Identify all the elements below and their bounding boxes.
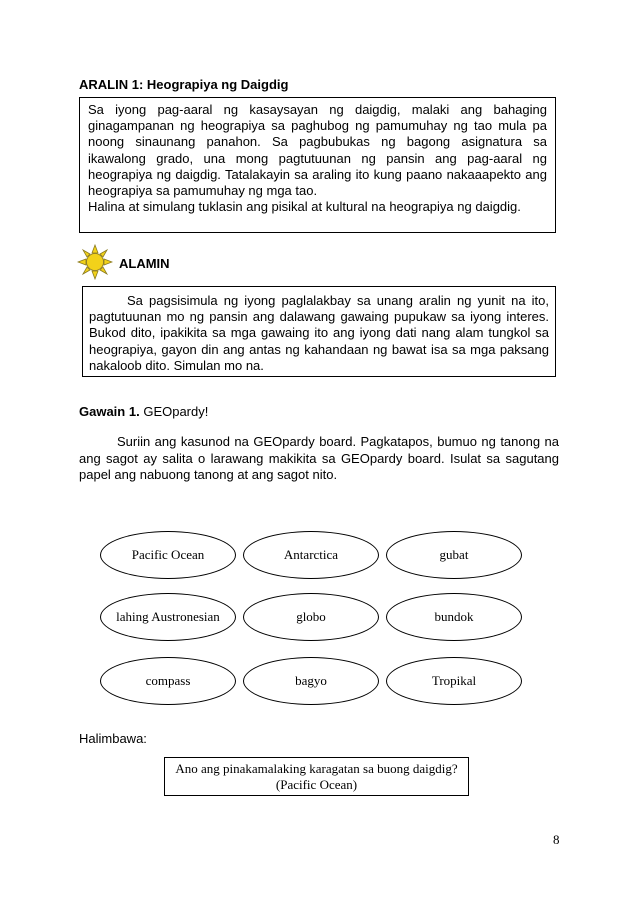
board-cell-bagyo: bagyo [243, 657, 379, 705]
board-cell-antarctica: Antarctica [243, 531, 379, 579]
lesson-title: ARALIN 1: Heograpiya ng Daigdig [79, 77, 289, 92]
sun-icon [77, 244, 113, 280]
board-cell-bundok: bundok [386, 593, 522, 641]
example-box [164, 757, 469, 796]
intro-paragraph-2: Halina at simulang tuklasin ang pisikal at kultural na heograpiya ng daigdig. [88, 199, 521, 215]
page-number: 8 [553, 832, 560, 847]
gawain-instructions: Suriin ang kasunod na GEOpardy board. Pagkatapos, bumuo ng tanong na ang sagot ay salita o larawang makikita sa GEOpardy board. Isulat sa sagutang papel ang nabuong tanong at ang sagot nito. [79, 434, 559, 482]
board-cell-compass: compass [100, 657, 236, 705]
board-cell-pacific-ocean: Pacific Ocean [100, 531, 236, 579]
intro-paragraph: Sa iyong pag-aaral ng kasaysayan ng daigdig, malaki ang bahaging ginagampanan ng heograpiya sa paghubog ng pamumuhay ng tao mula pa noong sinaunang panahon. Sa pagbubukas ng bagong asignatura sa ikawalong grado, una mong pagtutuunan ng pansin ang pag-aaral ng heograpiya ng daigdig. Tatalakayin sa araling ito kung paano nakaaapekto ang heograpiya sa pamumuhay ng mga tao. [88, 102, 547, 199]
board-cell-lahing-austronesian: lahing Austronesian [100, 593, 236, 641]
example-answer: (Pacific Ocean) [275, 777, 358, 792]
gawain-heading [79, 404, 208, 419]
alamin-heading: ALAMIN [119, 256, 170, 271]
gawain-title: GEOpardy! [143, 404, 209, 419]
alamin-paragraph: Sa pagsisimula ng iyong paglalakbay sa unang aralin ng yunit na ito, pagtutuunan mo ng pansin ang dalawang gawaing pupukaw sa iyong interes. Bukod dito, ipakikita sa mga gawaing ito ang iyong dati nang alam tungkol sa heograpiya, gayon din ang antas ng kahandaan ng bawat isa sa mga paksang nakaloob dito. Simulan mo na. [89, 293, 549, 373]
example-question: Ano ang pinakamalaking karagatan sa buong daigdig? [175, 761, 458, 776]
alamin-box [82, 286, 556, 377]
board-cell-gubat: gubat [386, 531, 522, 579]
board-cell-tropikal: Tropikal [386, 657, 522, 705]
intro-box [79, 97, 556, 233]
gawain-label: Gawain 1. [79, 404, 140, 419]
board-cell-globo: globo [243, 593, 379, 641]
example-label: Halimbawa: [79, 731, 147, 746]
